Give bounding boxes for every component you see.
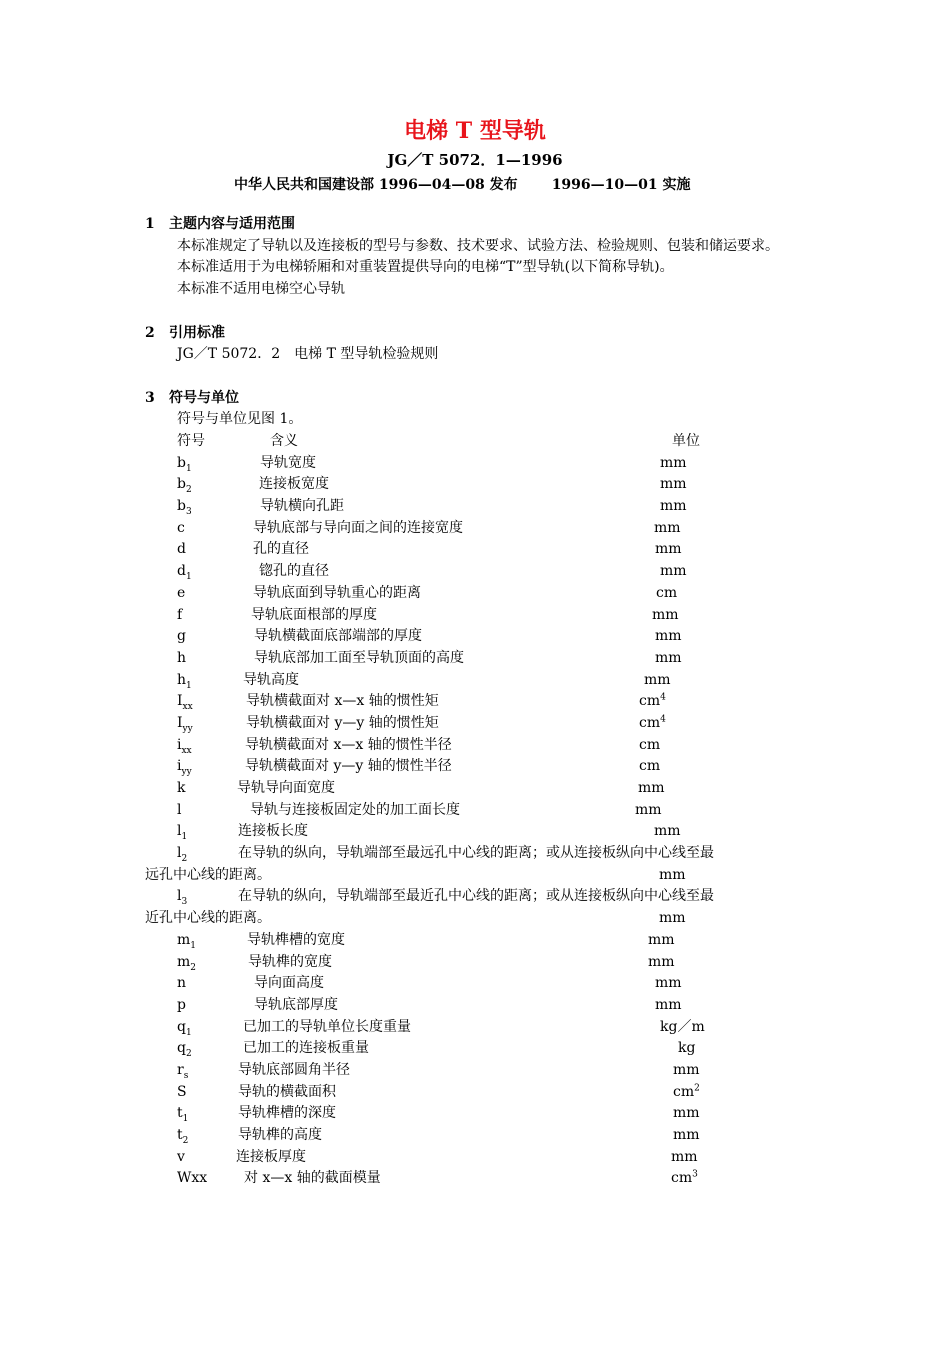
symbol-row [145,691,810,713]
meaning: 连接板厚度 [236,1148,306,1165]
standard-number: JG／T 5072．1—1996 [387,151,563,169]
symbol-row [145,561,810,583]
symbol-row [145,800,810,822]
section-title: 主题内容与适用范围 [169,216,295,232]
symbol-row [145,453,810,475]
meaning: 导轨横截面对 y—y 轴的惯性半径 [245,758,452,775]
unit: cm [639,736,661,753]
unit: mm [673,1105,700,1122]
symbol: $l_1$ [177,823,188,843]
symbol-subscript: 2 [185,1049,192,1060]
section-title: 符号与单位 [169,389,239,406]
meaning: 导轨横截面底部端部的厚度 [254,628,422,645]
symbol: $t_2$ [177,1127,189,1146]
symbol: p [177,996,186,1013]
symbol-row [145,1125,810,1147]
symbol: f [177,606,183,623]
unit: mm [654,823,681,840]
symbol: $b_2$ [177,476,192,496]
symbol: k [177,780,186,796]
symbol-row [145,995,810,1017]
symbol-subscript: 3 [185,506,192,517]
unit: mm [655,975,682,992]
symbol-row [145,973,810,995]
meaning: 导轨的横截面积 [238,1083,336,1100]
meaning: 在导轨的纵向，导轨端部至最近孔中心线的距离；或从连接板纵向中心线至最 [238,888,714,905]
meaning: 导轨底部加工面至导轨顶面的高度 [254,649,464,666]
meaning: 连接板长度 [238,823,308,840]
unit: mm [654,519,681,536]
meaning: 导轨导向面宽度 [237,780,335,796]
unit: mm [644,671,671,688]
symbol-row [145,539,810,561]
section-title: 引用标准 [169,324,225,341]
section-1-heading [145,214,810,236]
unit: mm [673,1127,700,1144]
unit: mm [655,628,682,645]
symbol: $l_2$ [177,845,188,864]
section-1-paragraph-3: 本标准不适用电梯空心导轨 [177,281,345,298]
symbol: $m_1$ [177,931,197,951]
symbol: g [177,628,186,645]
issued-date: 中华人民共和国建设部 1996—04—08 发布 [234,177,518,193]
symbol: $I_{xx}$ [177,693,193,713]
symbol-row [145,1060,810,1082]
symbol: h [177,649,187,666]
meaning: 锪孔的直径 [259,563,329,580]
unit: mm [671,1148,698,1165]
symbol-row [145,1147,810,1169]
symbol: $q_2$ [177,1040,192,1060]
meaning-continued: 近孔中心线的距离。 [145,910,271,927]
symbol-row [145,756,810,778]
symbol-row [145,474,810,496]
meaning: 导轨榫槽的深度 [238,1105,336,1122]
symbol: $I_{yy}$ [177,714,193,734]
symbol: S [177,1083,187,1100]
symbol: $i_{yy}$ [177,758,192,778]
symbol: $i_{xx}$ [177,736,192,756]
symbol-subscript: 1 [185,463,192,474]
unit: mm [655,541,682,558]
symbol-row [145,518,810,540]
symbol-table-header [145,431,810,453]
symbol: $h_1$ [177,671,192,691]
symbol-subscript: 1 [181,832,188,843]
unit: mm [660,498,687,515]
column-header-unit: 单位 [672,433,700,449]
meaning-continued: 远孔中心线的距离。 [145,866,271,883]
symbol-subscript: 1 [185,571,192,582]
symbol-row [145,583,810,605]
meaning: 导轨榫的宽度 [248,953,332,970]
symbol: e [177,584,186,601]
symbol: $q_1$ [177,1018,192,1038]
unit: mm [659,910,686,927]
section-2-heading [145,323,810,345]
symbol: l [177,801,182,818]
unit: mm [652,606,679,623]
symbol-table [145,453,810,1190]
symbol-row [145,670,810,692]
symbol: $b_3$ [177,498,192,517]
symbol-subscript: 2 [190,962,197,973]
document-title: 电梯 T 型导轨 [404,118,546,144]
symbol-row [145,605,810,627]
symbol-row [145,1168,810,1190]
unit-superscript: 4 [660,714,666,725]
unit: kg／m [660,1018,705,1035]
symbol: Wxx [177,1170,208,1187]
effective-date: 1996—10—01 实施 [551,177,691,193]
symbol-row [145,1017,810,1039]
symbol-subscript: 1 [190,940,197,951]
symbol: c [177,519,185,536]
unit: mm [648,953,675,970]
unit: mm [659,866,686,883]
symbol: v [177,1148,185,1165]
unit: $cm^2$ [673,1083,700,1100]
symbol-subscript: 3 [181,897,188,908]
unit: $cm^3$ [671,1169,698,1187]
unit: cm [656,584,678,601]
symbol-row [145,843,810,886]
symbol-subscript: xx [182,702,193,713]
symbol-row [145,496,810,518]
section-1-paragraph-2: 本标准适用于为电梯轿厢和对重装置提供导向的电梯“T”型导轨(以下简称导轨)。 [177,259,674,276]
symbol: $m_2$ [177,953,197,973]
section-1-paragraph-1: 本标准规定了导轨以及连接板的型号与参数、技术要求、试验方法、检验规则、包装和储运要求。 [177,237,779,254]
meaning: 导轨高度 [243,671,299,688]
symbol-row [145,626,810,648]
meaning: 导轨横截面对 x—x 轴的惯性矩 [246,693,439,710]
meaning: 导轨横截面对 x—x 轴的惯性半径 [245,736,452,753]
symbol: $r_s$ [177,1061,189,1081]
symbol-row [145,713,810,735]
meaning: 导轨底面到导轨重心的距离 [253,584,421,601]
unit: mm [660,454,687,471]
meaning: 在导轨的纵向，导轨端部至最远孔中心线的距离；或从连接板纵向中心线至最 [238,845,714,862]
unit: mm [660,476,687,493]
symbol-row [145,952,810,974]
meaning: 已加工的导轨单位长度重量 [243,1018,411,1035]
symbol-subscript: yy [181,767,192,778]
section-number: 2 [145,324,155,341]
meaning: 导轨底面根部的厚度 [251,606,377,623]
meaning: 连接板宽度 [259,476,329,493]
section-3-heading [145,388,810,410]
symbol: $t_1$ [177,1105,189,1125]
symbol: $b_1$ [177,454,192,474]
meaning: 导轨宽度 [260,454,316,471]
symbol: $l_3$ [177,888,188,908]
meaning: 对 x—x 轴的截面模量 [244,1170,381,1187]
symbol-row [145,821,810,843]
unit: $cm^4$ [639,714,666,731]
meaning: 导轨横向孔距 [260,498,344,515]
meaning: 已加工的连接板重量 [243,1040,369,1057]
unit-superscript: 3 [692,1169,698,1180]
symbol-subscript: yy [182,723,193,734]
section-number: 3 [145,389,155,406]
symbol-row [145,1103,810,1125]
unit-superscript: 2 [694,1083,700,1093]
symbol-subscript: 1 [186,680,192,691]
unit: cm [639,758,661,775]
symbol-row [145,886,810,929]
symbol: $d_1$ [177,563,192,582]
symbol-row [145,1082,810,1104]
symbol-subscript: 1 [185,1027,192,1038]
symbol-row [145,1038,810,1060]
meaning: 导向面高度 [254,975,324,992]
symbol-subscript: 1 [182,1114,189,1125]
meaning: 孔的直径 [253,541,309,558]
unit: mm [655,649,682,666]
unit: mm [660,563,687,580]
document-body [145,214,810,1190]
column-header-meaning: 含义 [270,433,298,449]
section-number: 1 [145,216,155,232]
unit: mm [635,801,662,818]
meaning: 导轨底部厚度 [254,996,338,1013]
publication-line [234,175,691,195]
symbol-row [145,930,810,952]
unit: $cm^4$ [639,692,666,710]
symbol-subscript: xx [181,745,192,756]
symbol: d [177,541,186,558]
symbol-row [145,648,810,670]
symbol: n [177,975,187,992]
meaning: 导轨榫槽的宽度 [247,931,345,948]
symbol-subscript: 2 [182,1135,189,1146]
unit: mm [648,931,675,948]
unit-superscript: 4 [660,692,666,703]
column-header-symbol: 符号 [177,433,205,449]
section-3-intro: 符号与单位见图 1。 [177,411,303,428]
symbol-subscript: 2 [181,853,188,864]
symbol-row [145,735,810,757]
symbol-row [145,778,810,800]
unit: kg [678,1040,696,1057]
meaning: 导轨横截面对 y—y 轴的惯性矩 [246,714,439,731]
meaning: 导轨榫的高度 [238,1127,322,1144]
meaning: 导轨与连接板固定处的加工面长度 [250,801,460,818]
symbol-subscript: 2 [185,485,192,496]
referenced-standard: JG／T 5072．2 电梯 T 型导轨检验规则 [177,346,439,363]
unit: mm [673,1061,700,1078]
unit: mm [638,780,665,796]
unit: mm [655,996,682,1013]
meaning: 导轨底部与导向面之间的连接宽度 [253,519,463,536]
symbol-subscript: s [183,1070,189,1081]
meaning: 导轨底部圆角半径 [238,1061,350,1078]
